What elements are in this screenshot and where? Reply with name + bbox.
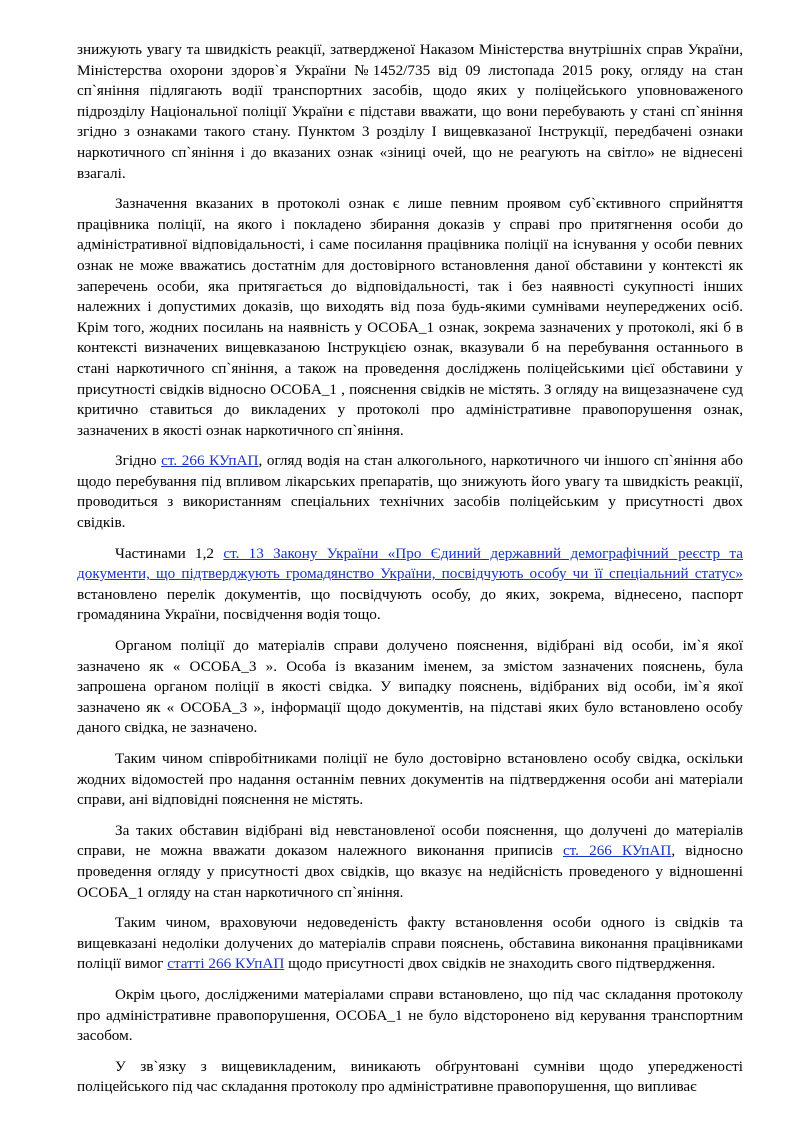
link-article-266[interactable]: ст. 266 КУпАП (562, 842, 672, 860)
paragraph-3 (77, 451, 743, 533)
link-article-266[interactable]: ст. 266 КУпАП (161, 452, 259, 470)
paragraph-2 (77, 194, 743, 441)
paragraph-text: Таким чином співробітниками поліції не було достовірно встановлено особу свідка, оскільки жодних відомостей про надання останнім певних документів на підтвердження особи ані матеріали справи, ані відповідні пояснення не містять. (77, 750, 743, 809)
paragraph-text: , огляд водія на стан алкогольного, наркотичного чи іншого сп`яніння або щодо перебування під впливом лікарських препаратів, що знижують його увагу та швидкість реакції, проводиться з використанням спеціальних технічних засобів поліцейським у присутності двох свідків. (77, 452, 743, 532)
paragraph-text: Таким чином, враховуючи недоведеність факту встановлення особи одного із свідків та вищевказані недоліки долучених до матеріалів справи пояснень, обставина виконання працівниками поліції вимог (77, 914, 743, 973)
paragraph-text: Частинами 1,2 (115, 544, 224, 562)
paragraph-6 (77, 749, 743, 811)
paragraph-text: Органом поліції до матеріалів справи долучено пояснення, відібрані від особи, ім`я якої зазначено як « ОСОБА_3 ». Особа із вказаним іменем, за змістом зазначених пояснень, була запрошена органом поліції в якості свідка. У випадку пояснень, відібраних від особи, ім`я якої зазначено як « ОСОБА_3 », інформації щодо документів, на підставі яких було встановлено особу даного свідка, не зазначено. (77, 637, 743, 737)
paragraph-text: За таких обставин відібрані від невстановленої особи пояснення, що долучені до матеріалів справи, не можна вважати доказом належного виконання приписів (77, 821, 743, 860)
paragraph-text: Окрім цього, дослідженими матеріалами справи встановлено, що під час складання протоколу про адміністративне правопорушення, ОСОБА_1 не було відсторонено від керування транспортним засобом. (77, 985, 743, 1045)
paragraph-1 (77, 40, 743, 184)
paragraph-8 (77, 913, 743, 975)
paragraph-9 (77, 985, 743, 1047)
paragraph-text: Зазначення вказаних в протоколі ознак є лише певним проявом суб`єктивного сприйняття працівника поліції, на якого і покладено збирання доказів у справі про притягнення особи до адміністративної відповідальності, і саме посилання працівника поліції на існування у особи певних ознак не може вважатись достатнім для достовірного встановлення даної обставини у контексті як заперечень особи, яка притягається до відповідальності, так і без наявності сукупності інших належних і допустимих доказів, що виходять від поза будь-якими сумнівами неупереджених осіб. Крім того, жодних посилань на наявність у ОСОБА_1 ознак, зокрема зазначених у протоколі, які б в контексті визначених вищевказаною Інструкцією ознак, вказували б на перебування останнього в стані наркотичного сп`яніння, а також на проведення досліджень поліцейськими цієї обставини у присутності свідків відносно ОСОБА_1 , пояснення свідків не містять. З огляду на вищезазначене суд критично ставиться до викладених у протоколі про адміністративне правопорушення ознак, зазначених в якості ознак наркотичного сп`яніння. (77, 195, 743, 439)
paragraph-4 (77, 544, 743, 626)
paragraph-text: , відносно проведення огляду у присутності двох свідків, що вказує на недійсність проведеного у відношенні ОСОБА_1 огляду на стан наркотичного сп`яніння. (77, 842, 744, 901)
link-article-266-statute[interactable]: статті 266 КУпАП (167, 955, 285, 973)
paragraph-text: встановлено перелік документів, що посвідчують особу, до яких, зокрема, віднесено, паспорт громадянина України, посвідчення водія тощо. (77, 585, 743, 624)
paragraph-text: У зв`язку з вищевикладеним, виникають обґрунтовані сумніви щодо упередженості поліцейського під час складання протоколу про адміністративне правопорушення, що випливає (77, 1057, 743, 1096)
paragraph-7 (77, 821, 743, 903)
paragraph-text: щодо присутності двох свідків не знаходить свого підтвердження. (284, 955, 716, 973)
paragraph-text: знижують увагу та швидкість реакції, затвердженої Наказом Міністерства внутрішніх справ України, Міністерства охорони здоров`я України №1452/735 від 09 листопада 2015 року, огляду на стан сп`яніння підлягають водії транспортних засобів, щодо яких у поліцейського уповноваженого підрозділу Національної поліції України є підстави вважати, що вони перебувають у стані сп`яніння згідно з ознаками такого стану. Пунктом 3 розділу І вищевказаної Інструкції, передбачені ознаки наркотичного сп`яніння і до вказаних ознак «зіниці очей, що не реагують на світло» не віднесені взагалі. (77, 41, 743, 182)
paragraph-text: Згідно (115, 452, 162, 470)
link-article-13-law[interactable]: ст. 13 Закону України «Про Єдиний державний демографічний реєстр та документи, що підтверджують громадянство України, посвідчують особу чи її спеціальний статус» (77, 544, 743, 583)
paragraph-10 (77, 1057, 743, 1098)
paragraph-5 (77, 636, 743, 739)
